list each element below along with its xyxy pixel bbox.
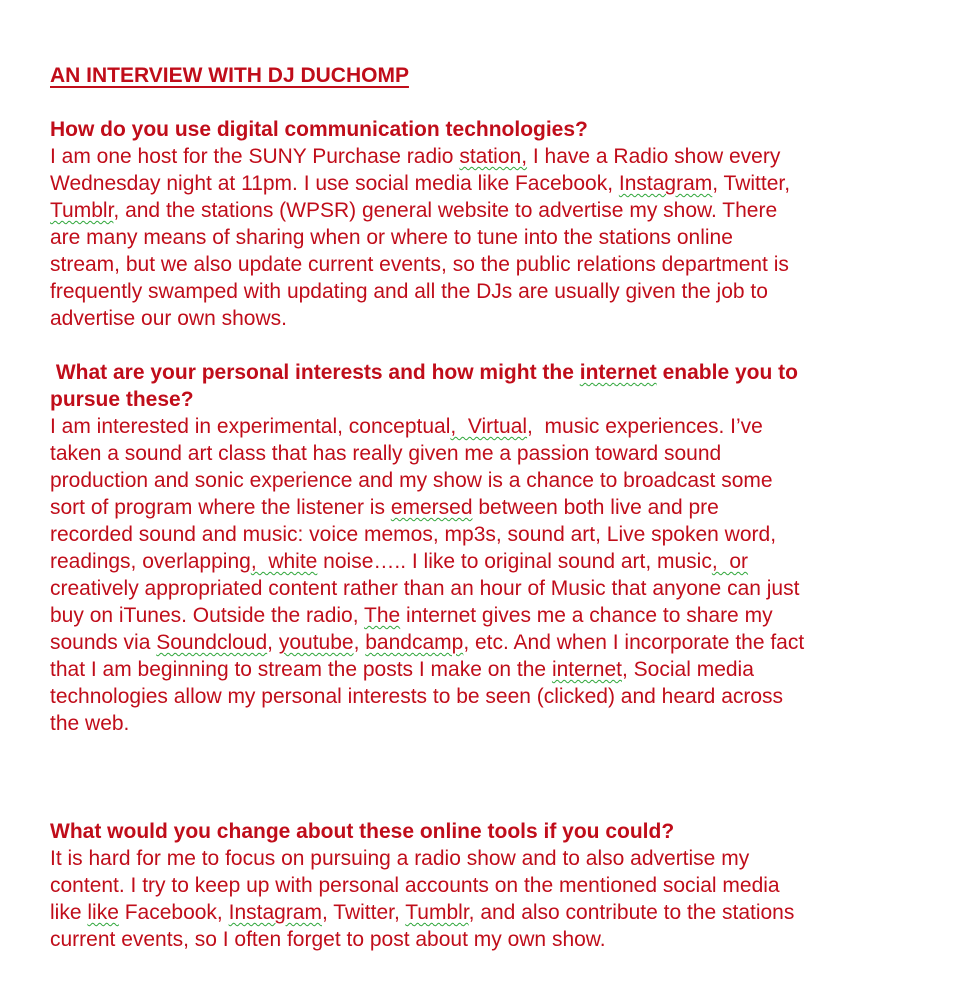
answer-line: like like Facebook, Instagram, Twitter, Tumblr, and also contribute to the stations [50,901,795,924]
spellcheck-mark: Tumblr [50,199,114,222]
paragraph-gap [50,737,900,818]
answer-line: I am interested in experimental, conceptual, Virtual, music experiences. I’ve [50,415,763,438]
answer-3 [50,845,900,953]
spellcheck-mark: Instagram [618,172,713,195]
answer-2 [50,413,900,737]
qa-section-1 [50,116,900,332]
spellcheck-mark: The [364,604,401,627]
spellcheck-mark: internet [579,361,657,384]
answer-line: technologies allow my personal interests to be seen (clicked) and heard across [50,685,784,708]
spellcheck-mark: Tumblr [405,901,469,924]
spellcheck-mark: bandcamp [365,631,464,654]
answer-line: sort of program where the listener is emersed between both live and pre [50,496,719,519]
answer-line: frequently swamped with updating and all the DJs are usually given the job to [50,280,768,303]
answer-line: that I am beginning to stream the posts I make on the internet, Social media [50,658,754,681]
qa-section-2 [50,359,900,737]
question-1: How do you use digital communication technologies? [50,118,588,141]
paragraph-gap [50,332,900,359]
spellcheck-mark: Soundcloud [156,631,268,654]
answer-line: advertise our own shows. [50,307,287,330]
answer-line: sounds via Soundcloud, youtube, bandcamp, etc. And when I incorporate the fact [50,631,805,654]
answer-line: readings, overlapping, white noise….. I like to original sound art, music, or [50,550,749,573]
answer-1 [50,143,900,332]
answer-line: Wednesday night at 11pm. I use social media like Facebook, Instagram, Twitter, [50,172,791,195]
spellcheck-mark: , or [711,550,749,573]
answer-line: I am one host for the SUNY Purchase radio station, I have a Radio show every [50,145,781,168]
answer-line: It is hard for me to focus on pursuing a radio show and to also advertise my [50,847,750,870]
spellcheck-mark: internet [551,658,622,681]
qa-section-3 [50,818,900,953]
answer-line: Tumblr, and the stations (WPSR) general website to advertise my show. There [50,199,778,222]
spellcheck-mark: like [87,901,119,924]
spellcheck-mark: youtube [278,631,354,654]
answer-line: buy on iTunes. Outside the radio, The internet gives me a chance to share my [50,604,773,627]
answer-line: taken a sound art class that has really given me a passion toward sound [50,442,722,465]
answer-line: stream, but we also update current events, so the public relations department is [50,253,789,276]
spellcheck-mark: , white [250,550,318,573]
answer-line: production and sonic experience and my show is a chance to broadcast some [50,469,773,492]
answer-line: the web. [50,712,130,735]
spellcheck-mark: Instagram [228,901,322,924]
answer-line: content. I try to keep up with personal accounts on the mentioned social media [50,874,780,897]
document-page [50,62,900,953]
spellcheck-mark: , Virtual [450,415,528,438]
question-2: What are your personal interests and how might the internet enable you to pursue these? [50,361,798,411]
document-title: AN INTERVIEW WITH DJ DUCHOMP [50,64,409,87]
question-3: What would you change about these online tools if you could? [50,820,675,843]
answer-line: recorded sound and music: voice memos, mp3s, sound art, Live spoken word, [50,523,777,546]
spellcheck-mark: emersed [390,496,473,519]
spellcheck-mark: station, [459,145,528,168]
answer-line: are many means of sharing when or where to tune into the stations online [50,226,733,249]
answer-line: creatively appropriated content rather than an hour of Music that anyone can just [50,577,800,600]
answer-line: current events, so I often forget to post about my own show. [50,928,606,951]
